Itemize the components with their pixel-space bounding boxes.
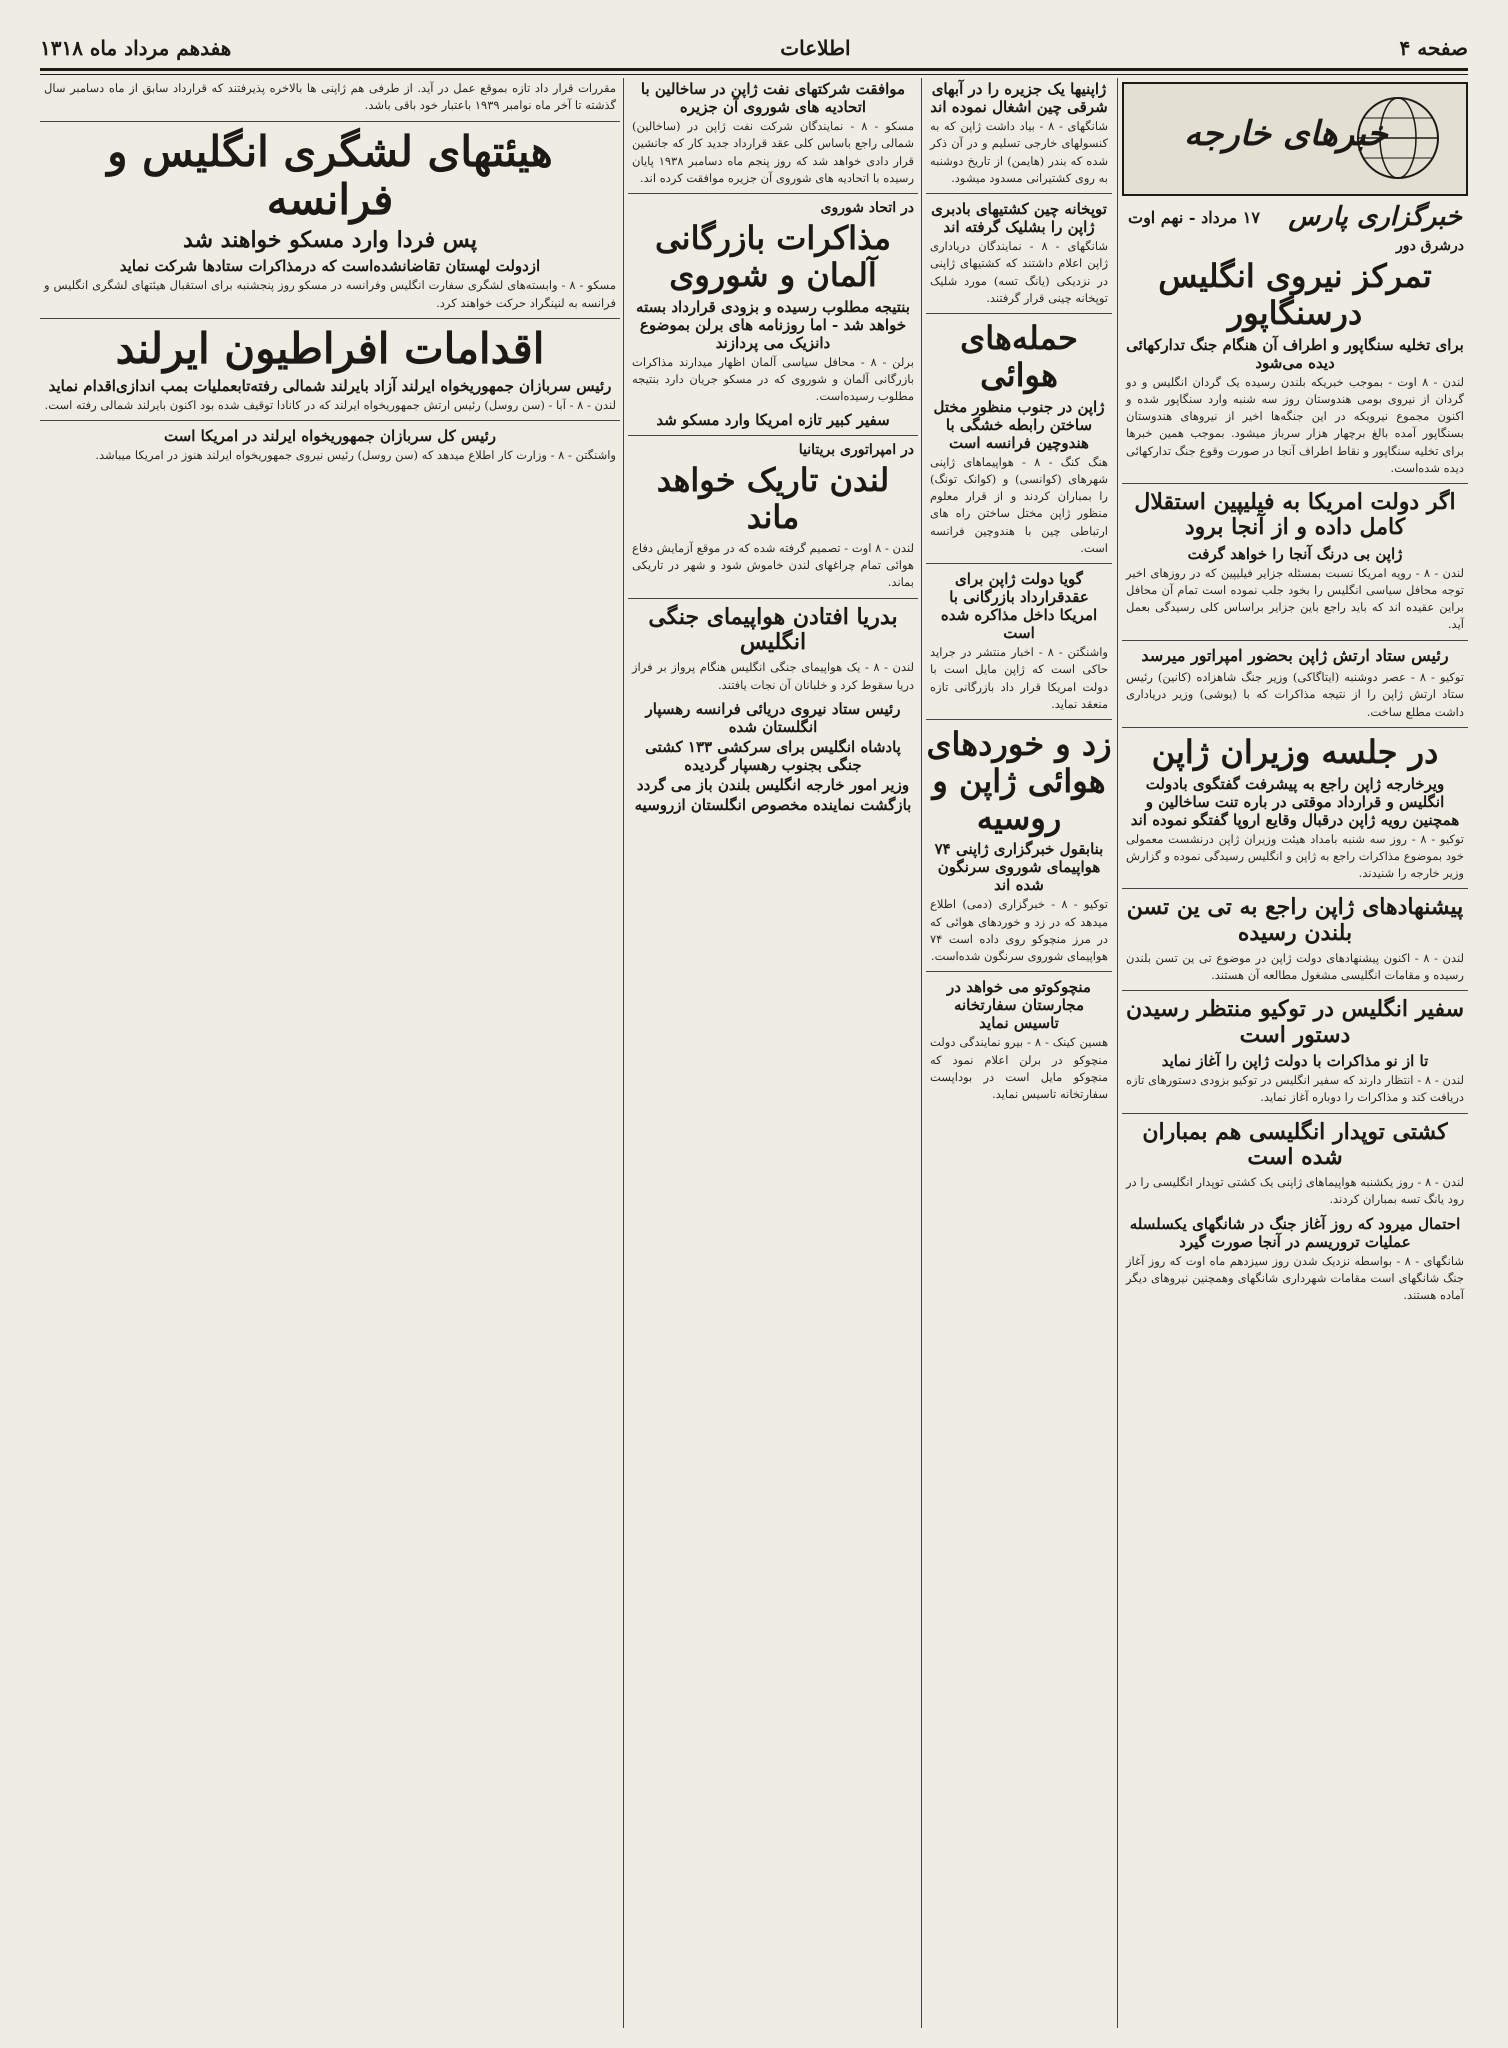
headline: اگر دولت امریکا به فیلیپین استقلال کامل داده و از آنجا برود — [1134, 489, 1456, 541]
subheadline: بنابقول خبرگزاری ژاپنی ۷۴ هواپیمای شوروی سرنگون شده اند — [934, 840, 1104, 895]
divider — [926, 563, 1112, 564]
headline: منچوکوتو می خواهد در مجارستان سفارتخانه تاسیس نماید — [947, 978, 1091, 1033]
foreign-news-banner — [1122, 82, 1468, 196]
article-body: شانگهای - ۸ - بیاد داشت ژاپن که به کنسولهای خارجی تسلیم و در آن ذکر شده که بندر (هایمن) از تاریخ دوشنبه به روی کشتیرانی مسدود میشود. — [930, 119, 1108, 185]
headline: هیئتهای لشگری انگلیس و فرانسه — [107, 126, 553, 224]
headline: رئیس ستاد نیروی دریائی فرانسه رهسپار انگلستان شده — [645, 699, 901, 736]
divider — [628, 193, 918, 194]
article-body: توکیو - ۸ - عصر دوشنبه (ایتاگاکی) وزیر جنگ شاهزاده (کانین) رئیس ستاد ارتش ژاپن را از نتیجه مذاکرات که با (یوشی) وزیر دریاداری داشت مطلع ساخت. — [1126, 670, 1464, 719]
subheadline: ویرخارجه ژاپن راجع به پیشرفت گفتگوی بادولت انگلیس و قرارداد موقتی در باره تنت ساخالین و همچنین رویه ژاپن درقبال وقایع اروپا گفتگو نموده اند — [1130, 774, 1460, 829]
divider — [1122, 1113, 1468, 1114]
agency-name: خبرگزاری پارس — [1288, 202, 1462, 232]
article-body: شانگهای - ۸ - بواسطه نزدیک شدن روز سیزدهم ماه اوت که روز آغاز جنگ شانگهای است مقامات شهرداری شانگهای وهمچنین نیروهای دیگر آماده هستند. — [1126, 1253, 1464, 1303]
article-body: توکیو - ۸ - روز سه شنبه بامداد هیئت وزیران ژاپن درنشست معمولی خود بموضوع مذاکرات راجع به ژاپن و انگلیس رسیدگی نموده و گزارش وزیر خارجه را شنیدند. — [1126, 831, 1464, 881]
article-body: مسکو - ۸ - نمایندگان شرکت نفت ژاپن در (ساخالین) شمالی راجع باساس کلی عقد قرارداد جدید کار که جانشین قرار دادی خواهد شد که روز پنجم ماه دسامبر ۱۹۳۸ پایان رسیده با اتحادیه های شوروی آن جزیره موافقت کرده اند. — [632, 119, 915, 185]
column-far-east — [926, 78, 1112, 2028]
headline: لندن تاریک خواهد ماند — [656, 461, 890, 537]
headline: پیشنهادهای ژاپن راجع به تی ین تسن بلندن رسیده — [1126, 894, 1464, 946]
divider — [40, 420, 620, 421]
subheadline: ژاپن بی درنگ آنجا را خواهد گرفت — [1187, 544, 1403, 563]
paper-name: اطلاعات — [780, 36, 851, 60]
headline: رئیس ستاد ارتش ژاپن بحضور امپراتور میرسد — [1141, 645, 1449, 665]
divider — [926, 971, 1112, 972]
divider — [926, 719, 1112, 720]
subheadline: احتمال میرود که روز آغاز جنگ در شانگهای یکسلسله عملیات تروریسم در آنجا صورت گیرد — [1129, 1214, 1461, 1251]
article-body: مسکو - ۸ - وابسته‌های لشگری سفارت انگلیس وفرانسه در مسکو روز پنجشنبه برای استقبال هیئتهای لشگری انگلیس و فرانسه به لنینگراد حرکت خواهند کرد. — [44, 278, 616, 310]
column-divider — [1117, 78, 1118, 2028]
headline: حمله‌های هوائی — [960, 319, 1078, 394]
divider — [1122, 990, 1468, 991]
banner-title: خبرهای خارجه — [1184, 114, 1388, 154]
dateline — [1128, 202, 1462, 232]
subheadline: ژاپن در جنوب منظور مختل ساختن رابطه خشگی با هندوچین فرانسه است — [933, 397, 1105, 452]
article-body: لندن - ۸ - رویه امریکا نسبت بمسئله جزایر فیلیپین که در روزهای اخیر توجه محافل سیاسی انگلیس را بخود جلب نموده است تمام آن محافل براین عقیده اند که باید راجع باین جزایر براساس کلی رسیدگی بعمل آید. — [1126, 565, 1464, 632]
kicker: درشرق دور — [1396, 238, 1464, 254]
subheadline: پس فردا وارد مسکو خواهند شد — [183, 227, 477, 254]
article-body: برلن - ۸ - محافل سیاسی آلمان اظهار میدارند مذاکرات بازرگانی آلمان و شوروی که در مسکو جریان دارد بنتیجه مطلوب رسیده‌است. — [632, 354, 914, 404]
headline: بازگشت نماینده مخصوص انگلستان ازروسیه — [634, 795, 912, 814]
divider — [926, 313, 1112, 314]
headline: توپخانه چین کشتیهای بادبری ژاپن را بشلیک گرفته اند — [931, 200, 1107, 236]
article-body: لندن - ۸ اوت - تصمیم گرفته شده که در موقع آزمایش دفاع هوائی تمام چراغهای لندن خاموش شود و شهر در تاریکی بماند. — [632, 540, 915, 590]
headline: بدریا افتادن هواپیمای جنگی انگلیس — [648, 603, 898, 655]
masthead-rule — [40, 68, 1468, 71]
article-body: توکیو - ۸ - خبرگزاری (دمی) اطلاع میدهد که در زد و خوردهای هوائی که در مرز منچوکو روی داده است ۷۴ هواپیمای شوروی سرنگون شده‌است. — [930, 897, 1108, 964]
headline: موافقت شرکتهای نفت ژاپن در ساخالین با اتحادیه های شوروی آن جزیره — [640, 80, 906, 116]
headline: پادشاه انگلیس برای سرکشی ۱۳۳ کشتی جنگی بجنوب رهسپار گردیده — [645, 737, 901, 774]
column-divider — [623, 78, 624, 2028]
divider — [1122, 727, 1468, 728]
divider — [1122, 483, 1468, 484]
kicker: ازدولت لهستان تقاضانشده‌است که درمذاکرات ستادها شرکت نماید — [119, 257, 541, 276]
headline: گویا دولت ژاپن برای عقدقرارداد بازرگانی با امریکا داخل مذاکره شده است — [940, 570, 1098, 643]
headline: تمرکز نیروی انگلیس درسنگاپور — [1158, 257, 1432, 332]
headline: سفیر انگلیس در توکیو منتظر رسیدن دستور است — [1125, 996, 1465, 1048]
article-body: مقررات قرار داد تازه بموقع عمل در آید. از طرفی هم ژاپنی ها بالاخره پذیرفتند که قرارداد سابق از ماه دسامبر سال گذشته تا آخر ماه نوامبر ۱۹۳۹ باعتبار خود باقی باشد. — [44, 81, 616, 113]
divider — [628, 598, 918, 599]
column-soviet-britain — [628, 78, 918, 2028]
divider — [40, 121, 620, 122]
divider — [40, 318, 620, 319]
kicker: در امپراتوری بریتانیا — [798, 442, 914, 459]
masthead-rule-thin — [40, 74, 1468, 75]
article-body: شانگهای - ۸ - نمایندگان دریاداری ژاپن اعلام داشتند که کشتیهای ژاپنی در نزدیکی (یانگ تسه) مورد شلیک توپخانه چینی قرار گرفتند. — [930, 239, 1108, 305]
date-line: ۱۷ مرداد - نهم اوت — [1128, 207, 1260, 227]
column-divider — [921, 78, 922, 2028]
subheadline: بنتیجه مطلوب رسیده و بزودی قرارداد بسته خواهد شد - اما روزنامه های برلن بموضوع دانزیک می پردازند — [636, 297, 910, 352]
article-body: لندن - ۸ اوت - بموجب خبریکه بلندن رسیده یک گردان انگلیس و دو گردان از نیروی بومی هندوستان روز سه شنبه وارد سنگاپور شده و اکنون مجموع نیرویکه در این جنگه‌ها اخیر از نیروهای هندوستان بسنگاپور آمده بالغ برچهار هزار سرباز میشود. بموجب همین خبرها برای تخلیه سنگاپور و نقاط اطراف آنجا در صورت وقوع جنگ تدارکهائی دیده شده‌است. — [1126, 374, 1464, 475]
page-number: صفحه ۴ — [1399, 36, 1468, 60]
divider — [926, 193, 1112, 194]
issue-date: هفدهم مرداد ماه ۱۳۱۸ — [40, 36, 232, 60]
headline: سفیر کبیر تازه امریکا وارد مسکو شد — [656, 411, 890, 430]
masthead — [40, 28, 1468, 68]
subheadline: رئیس سربازان جمهوریخواه ایرلند آزاد بایرلند شمالی رفته‌تابعملیات بمب اندازی‌اقدام نماید — [48, 377, 612, 396]
article-body: لندن - ۸ - اکنون پیشنهادهای دولت ژاپن در موضوع تی ین تسن بلندن رسیده و مقامات انگلیسی مشغول مطالعه آن هستند. — [1126, 950, 1464, 983]
article-body: لندن - ۸ - انتظار دارند که سفیر انگلیس در توکیو بزودی دستورهای تازه دریافت کند و مذاکرات را دوباره آغاز نماید. — [1126, 1073, 1464, 1105]
headline: در جلسه وزیران ژاپن — [1151, 732, 1439, 771]
divider — [1122, 888, 1468, 889]
subheadline: برای تخلیه سنگاپور و اطراف آن هنگام جنگ تدارکهائی دیده می‌شود — [1126, 335, 1464, 372]
article-body: لندن - ۸ - روز یکشنبه هواپیماهای ژاپنی یک کشتی توپدار انگلیسی را در رود یانگ تسه بمباران کردند. — [1126, 1175, 1464, 1207]
headline: کشتی توپدار انگلیسی هم بمباران شده است — [1142, 1118, 1448, 1170]
headline: رئیس کل سربازان جمهوریخواه ایرلند در امریکا است — [163, 427, 497, 446]
article-body: لندن - ۸ - یک هواپیمای جنگی انگلیس هنگام پرواز بر فراز دریا سقوط کرد و خلبانان آن نجات یافتند. — [632, 660, 914, 692]
article-body: لندن - ۸ - آبا - (سن روسل) رئیس ارتش جمهوریخواه ایرلند که در کانادا توقیف شده بود اکنون بایرلند شمالی رفته است. — [44, 398, 616, 413]
headline: مذاکرات بازرگانی آلمان و شوروی — [655, 219, 891, 294]
article-body: واشنگتن - ۸ - وزارت کار اطلاع میدهد که (سن روسل) رئیس نیروی جمهوریخواه ایرلند هنوز در امریکا میباشد. — [95, 448, 616, 463]
article-body: هنگ کنگ - ۸ - هواپیماهای ژاپنی شهرهای (کوانسی) و (کوانک تونگ) را بمباران کردند و از قرار معلوم منظور ژاپن مختل ساختن راه های ارتباطی چین با هندوچین فرانسه است. — [930, 454, 1108, 555]
article-body: واشنگتن - ۸ - اخبار منتشر در جراید حاکی است که ژاپن مایل است با دولت امریکا قرار داد بازرگانی تازه منعقد نماید. — [930, 645, 1108, 711]
headline: اقدامات افراطیون ایرلند — [115, 323, 545, 373]
column-foreign-news — [1122, 78, 1468, 2028]
divider — [1122, 640, 1468, 641]
divider — [628, 435, 918, 436]
kicker: در اتحاد شوروی — [820, 200, 914, 216]
headline: زد و خوردهای هوائی ژاپن و روسیه — [926, 725, 1112, 837]
column-europe — [40, 78, 620, 2028]
article-body: هسین کینک - ۸ - بیرو نمایندگی دولت منچوکو در برلن اعلام نمود که منچوکو مایل است در بوداپست سفارتخانه تاسیس نماید. — [930, 1035, 1109, 1102]
headline: ژاپنیها یک جزیره را در آبهای شرقی چین اشغال نموده اند — [930, 80, 1108, 116]
headline: وزیر امور خارجه انگلیس بلندن باز می گردد — [636, 775, 910, 794]
subheadline: تا از نو مذاکرات با دولت ژاپن را آغاز نماید — [1161, 1052, 1429, 1071]
